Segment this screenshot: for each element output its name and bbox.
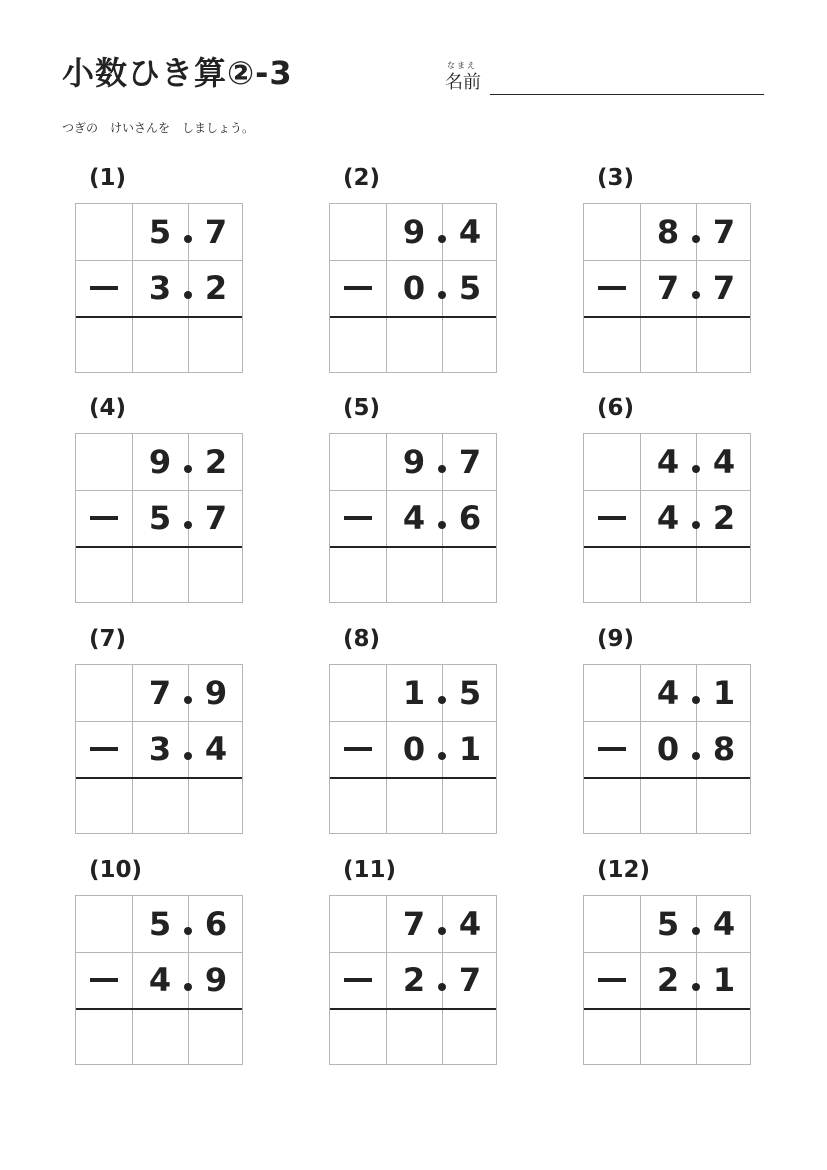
answer-cell[interactable]	[696, 778, 752, 834]
minuend-digit: 8	[656, 213, 680, 251]
calculation-grid	[329, 203, 497, 373]
minuend-digit: 1	[402, 674, 426, 712]
minuend-digit: 7	[458, 443, 482, 481]
subtrahend-digit: 7	[204, 499, 228, 537]
answer-cell[interactable]	[584, 317, 640, 373]
problem-number: (10)	[89, 857, 143, 883]
decimal-point	[438, 235, 446, 243]
answer-cell[interactable]	[640, 1009, 696, 1065]
answer-cell[interactable]	[76, 778, 132, 834]
decimal-point	[184, 235, 192, 243]
answer-cell[interactable]	[132, 317, 188, 373]
answer-cell[interactable]	[330, 317, 386, 373]
minuend-digit: 4	[712, 443, 736, 481]
decimal-point	[438, 291, 446, 299]
calculation-grid	[329, 433, 497, 603]
calculation-grid	[75, 664, 243, 834]
minuend-digit: 4	[458, 213, 482, 251]
calculation-grid	[583, 895, 751, 1065]
subtrahend-digit: 7	[458, 961, 482, 999]
answer-cell[interactable]	[76, 1009, 132, 1065]
problem-number: (8)	[343, 626, 381, 652]
problem-number: (5)	[343, 395, 381, 421]
minuend-digit: 2	[204, 443, 228, 481]
minus-sign	[344, 978, 372, 982]
decimal-point	[692, 927, 700, 935]
problem-number: (4)	[89, 395, 127, 421]
decimal-point	[184, 983, 192, 991]
answer-cell[interactable]	[386, 778, 442, 834]
answer-cell[interactable]	[188, 1009, 244, 1065]
subtrahend-digit: 4	[204, 730, 228, 768]
minuend-digit: 7	[148, 674, 172, 712]
decimal-point	[184, 752, 192, 760]
name-write-line[interactable]	[490, 94, 764, 95]
minuend-digit: 9	[148, 443, 172, 481]
subtrahend-digit: 4	[656, 499, 680, 537]
decimal-point	[438, 521, 446, 529]
answer-cell[interactable]	[640, 547, 696, 603]
minuend-digit: 4	[458, 905, 482, 943]
answer-cell[interactable]	[188, 317, 244, 373]
subtrahend-digit: 2	[204, 269, 228, 307]
decimal-point	[692, 752, 700, 760]
minuend-digit: 1	[712, 674, 736, 712]
calculation-grid	[583, 664, 751, 834]
subtrahend-digit: 3	[148, 269, 172, 307]
subtrahend-digit: 6	[458, 499, 482, 537]
subtrahend-digit: 8	[712, 730, 736, 768]
decimal-point	[692, 983, 700, 991]
decimal-point	[184, 696, 192, 704]
minuend-digit: 5	[656, 905, 680, 943]
minus-sign	[598, 286, 626, 290]
subtrahend-digit: 1	[712, 961, 736, 999]
name-field-area	[445, 58, 765, 98]
answer-cell[interactable]	[188, 778, 244, 834]
calculation-grid	[75, 895, 243, 1065]
answer-cell[interactable]	[386, 1009, 442, 1065]
decimal-point	[438, 927, 446, 935]
answer-cell[interactable]	[640, 778, 696, 834]
answer-cell[interactable]	[76, 317, 132, 373]
subtrahend-digit: 7	[712, 269, 736, 307]
minuend-digit: 4	[712, 905, 736, 943]
decimal-point	[438, 465, 446, 473]
minus-sign	[344, 747, 372, 751]
problem-number: (1)	[89, 165, 127, 191]
answer-cell[interactable]	[584, 778, 640, 834]
minuend-digit: 4	[656, 674, 680, 712]
minus-sign	[90, 978, 118, 982]
answer-cell[interactable]	[442, 1009, 498, 1065]
calculation-grid	[75, 203, 243, 373]
minuend-digit: 6	[204, 905, 228, 943]
minuend-digit: 7	[712, 213, 736, 251]
minus-sign	[90, 286, 118, 290]
answer-cell[interactable]	[132, 547, 188, 603]
answer-cell[interactable]	[584, 547, 640, 603]
subtrahend-digit: 5	[148, 499, 172, 537]
minuend-digit: 9	[402, 213, 426, 251]
answer-cell[interactable]	[696, 317, 752, 373]
decimal-point	[184, 927, 192, 935]
decimal-point	[438, 983, 446, 991]
decimal-point	[692, 696, 700, 704]
decimal-point	[692, 235, 700, 243]
subtrahend-digit: 7	[656, 269, 680, 307]
minuend-digit: 5	[148, 213, 172, 251]
minus-sign	[598, 747, 626, 751]
subtrahend-digit: 5	[458, 269, 482, 307]
problem-number: (7)	[89, 626, 127, 652]
problem-number: (6)	[597, 395, 635, 421]
calculation-grid	[75, 433, 243, 603]
answer-cell[interactable]	[188, 547, 244, 603]
minus-sign	[344, 286, 372, 290]
minus-sign	[344, 516, 372, 520]
answer-cell[interactable]	[640, 317, 696, 373]
subtrahend-digit: 3	[148, 730, 172, 768]
decimal-point	[438, 752, 446, 760]
subtrahend-digit: 0	[402, 269, 426, 307]
calculation-grid	[329, 664, 497, 834]
answer-cell[interactable]	[330, 778, 386, 834]
minuend-digit: 9	[402, 443, 426, 481]
problem-number: (9)	[597, 626, 635, 652]
subtrahend-digit: 4	[402, 499, 426, 537]
subtrahend-digit: 0	[656, 730, 680, 768]
answer-cell[interactable]	[330, 547, 386, 603]
minuend-digit: 7	[402, 905, 426, 943]
subtrahend-digit: 2	[712, 499, 736, 537]
decimal-point	[692, 465, 700, 473]
subtrahend-digit: 9	[204, 961, 228, 999]
answer-cell[interactable]	[442, 317, 498, 373]
instruction-text: つぎの けいさんを しましょう。	[62, 121, 255, 135]
answer-cell[interactable]	[696, 1009, 752, 1065]
name-label: 名前	[445, 72, 481, 93]
calculation-grid	[583, 203, 751, 373]
answer-cell[interactable]	[442, 778, 498, 834]
answer-cell[interactable]	[442, 547, 498, 603]
subtrahend-digit: 1	[458, 730, 482, 768]
answer-cell[interactable]	[386, 547, 442, 603]
calculation-grid	[329, 895, 497, 1065]
minus-sign	[90, 747, 118, 751]
subtrahend-digit: 2	[402, 961, 426, 999]
decimal-point	[692, 521, 700, 529]
name-ruby: なまえ	[447, 61, 477, 70]
problem-number: (3)	[597, 165, 635, 191]
decimal-point	[184, 521, 192, 529]
subtrahend-digit: 2	[656, 961, 680, 999]
answer-cell[interactable]	[330, 1009, 386, 1065]
minuend-digit: 5	[458, 674, 482, 712]
problem-number: (12)	[597, 857, 651, 883]
minus-sign	[598, 978, 626, 982]
answer-cell[interactable]	[132, 778, 188, 834]
answer-cell[interactable]	[76, 547, 132, 603]
answer-cell[interactable]	[584, 1009, 640, 1065]
decimal-point	[184, 291, 192, 299]
minus-sign	[598, 516, 626, 520]
answer-cell[interactable]	[386, 317, 442, 373]
minuend-digit: 5	[148, 905, 172, 943]
subtrahend-digit: 0	[402, 730, 426, 768]
minus-sign	[90, 516, 118, 520]
minuend-digit: 4	[656, 443, 680, 481]
page-title: 小数ひき算②-3	[62, 54, 293, 92]
minuend-digit: 9	[204, 674, 228, 712]
problem-number: (11)	[343, 857, 397, 883]
minuend-digit: 7	[204, 213, 228, 251]
answer-cell[interactable]	[696, 547, 752, 603]
decimal-point	[438, 696, 446, 704]
answer-cell[interactable]	[132, 1009, 188, 1065]
calculation-grid	[583, 433, 751, 603]
decimal-point	[692, 291, 700, 299]
decimal-point	[184, 465, 192, 473]
problem-number: (2)	[343, 165, 381, 191]
subtrahend-digit: 4	[148, 961, 172, 999]
